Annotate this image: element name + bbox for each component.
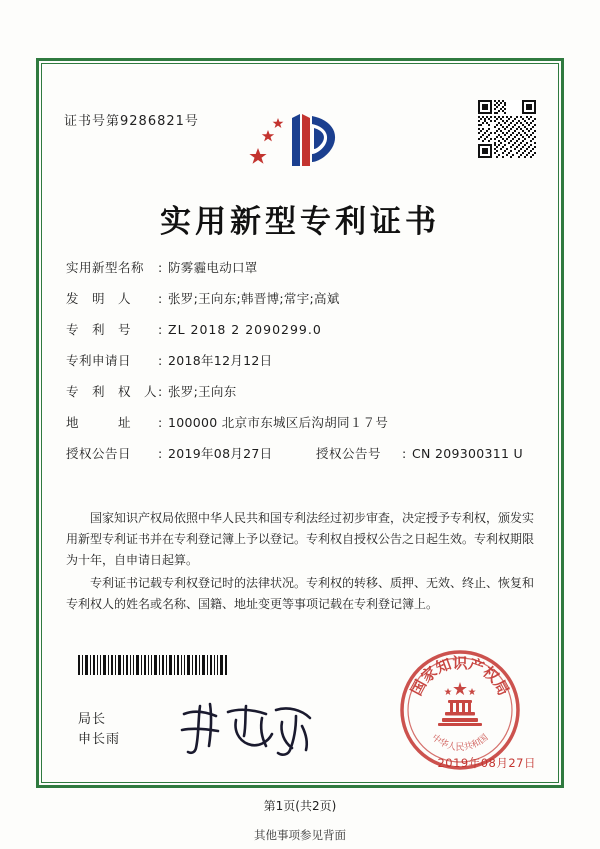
field-label-patentee: 专 利 权 人 bbox=[66, 384, 158, 399]
field-row-name bbox=[66, 258, 536, 289]
svg-text:国家知识产权局: 国家知识产权局 bbox=[407, 654, 513, 699]
field-row-grant bbox=[66, 444, 536, 475]
official-seal bbox=[398, 648, 522, 772]
field-value-grant-number: CN 209300311 U bbox=[412, 446, 523, 461]
field-row-inventors bbox=[66, 289, 536, 320]
legal-paragraph-2: 专利证书记载专利权登记时的法律状况。专利权的转移、质押、无效、终止、恢复和专利权人的姓名或名称、国籍、地址变更等事项记载在专利登记簿上。 bbox=[66, 576, 535, 611]
cnipa-emblem-icon bbox=[240, 104, 360, 180]
field-colon: : bbox=[158, 322, 163, 337]
handwritten-signature bbox=[176, 700, 316, 760]
field-colon: : bbox=[158, 415, 163, 430]
seal-date: 2019年08月27日 bbox=[437, 756, 536, 770]
field-value-patentee: 张罗;王向东 bbox=[168, 384, 237, 399]
field-row-address bbox=[66, 413, 536, 444]
field-value-grant-date: 2019年08月27日 bbox=[168, 446, 273, 461]
field-value-patent-number: ZL 2018 2 2090299.0 bbox=[168, 322, 322, 337]
field-colon: : bbox=[158, 446, 163, 461]
signatory-title: 局长 bbox=[78, 712, 107, 727]
page-title: 实用新型专利证书 bbox=[160, 204, 440, 240]
field-colon: : bbox=[158, 353, 163, 368]
legal-paragraph-1: 国家知识产权局依照中华人民共和国专利法经过初步审查，决定授予专利权，颁发实用新型专利证书并在专利登记簿上予以登记。专利权自授权公告之日起生效。专利权期限为十年，自申请日起算。 bbox=[66, 511, 535, 567]
field-label-name: 实用新型名称 bbox=[66, 260, 145, 275]
field-list bbox=[66, 258, 536, 475]
field-row-patent-number bbox=[66, 320, 536, 351]
certificate-number: 证书号第9286821号 bbox=[64, 114, 199, 129]
page-number: 第1页(共2页) bbox=[263, 799, 337, 813]
qr-code-icon bbox=[478, 100, 536, 158]
field-colon: : bbox=[158, 384, 163, 399]
field-label-patent-number: 专 利 号 bbox=[66, 322, 132, 337]
field-label-address: 地 址 bbox=[66, 415, 132, 430]
field-colon: : bbox=[158, 291, 163, 306]
field-value-name: 防雾霾电动口罩 bbox=[168, 260, 258, 275]
field-label-application-date: 专利申请日 bbox=[66, 353, 132, 368]
field-value-inventors: 张罗;王向东;韩晋博;常宇;高斌 bbox=[168, 291, 340, 306]
field-colon: : bbox=[158, 260, 163, 275]
field-colon: : bbox=[402, 446, 407, 461]
field-value-application-date: 2018年12月12日 bbox=[168, 353, 273, 368]
barcode-icon bbox=[78, 655, 228, 675]
signatory-name: 申长雨 bbox=[78, 732, 121, 747]
footer-note: 其他事项参见背面 bbox=[254, 828, 346, 842]
legal-text bbox=[66, 508, 534, 617]
field-row-patentee bbox=[66, 382, 536, 413]
field-label-inventors: 发 明 人 bbox=[66, 291, 132, 306]
svg-text:中华人民共和国: 中华人民共和国 bbox=[429, 732, 491, 753]
field-label-grant-date: 授权公告日 bbox=[66, 446, 132, 461]
signatory-block bbox=[78, 710, 120, 750]
field-label-grant-number: 授权公告号 bbox=[316, 446, 382, 461]
field-row-application-date bbox=[66, 351, 536, 382]
field-value-address: 100000 北京市东城区后沟胡同１７号 bbox=[168, 415, 389, 430]
